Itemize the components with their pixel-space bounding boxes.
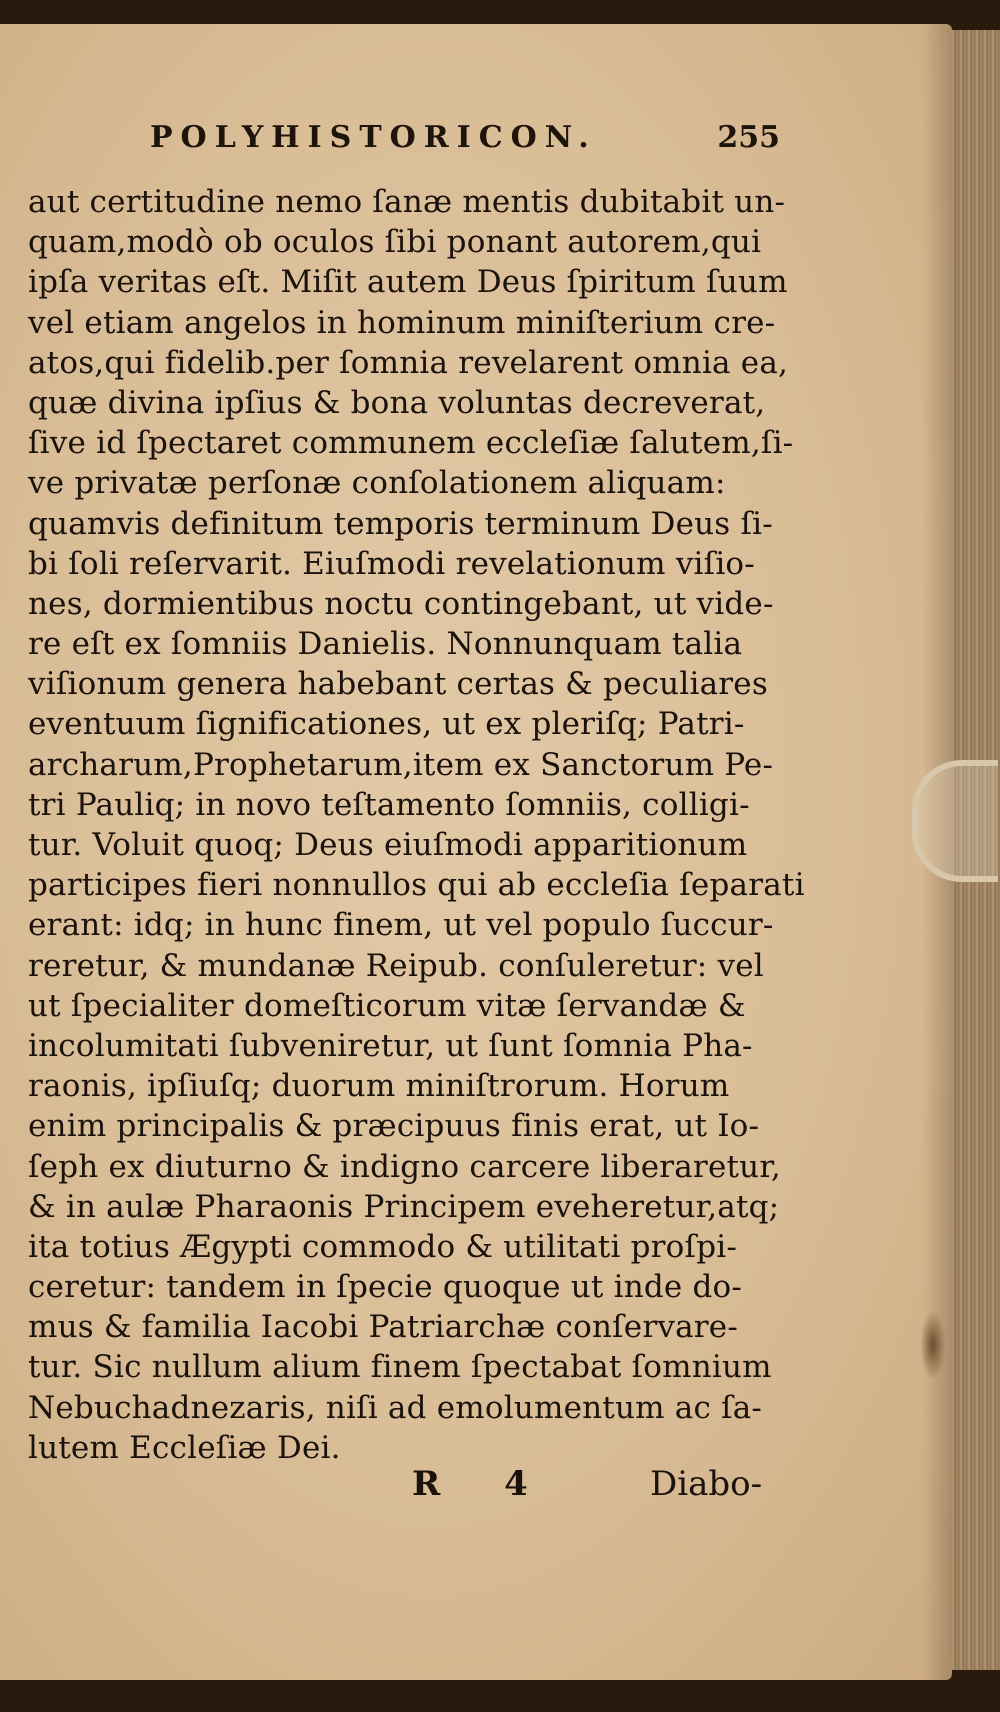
text-line: ſive id ſpectaret communem eccleſiæ ſalutem,ſi- xyxy=(28,425,794,462)
page-stain xyxy=(920,1310,946,1380)
text-line: viſionum genera habebant certas & peculiares xyxy=(28,666,768,703)
text-line: quam,modò ob oculos ſibi ponant autorem,qui xyxy=(28,224,762,261)
text-line: ceretur: tandem in ſpecie quoque ut inde do- xyxy=(28,1269,743,1306)
text-line: & in aulæ Pharaonis Principem eveheretur,atq; xyxy=(28,1188,780,1225)
catchword: Diabo- xyxy=(650,1464,763,1504)
text-line: lutem Eccleſiæ Dei. xyxy=(28,1429,341,1466)
running-title: POLYHISTORICON. xyxy=(150,120,597,155)
text-line: ita totius Ægypti commodo & utilitati proſpi- xyxy=(28,1228,738,1265)
text-line: quæ divina ipſius & bona voluntas decreverat, xyxy=(28,384,766,421)
page-number: 255 xyxy=(717,120,780,155)
body-text xyxy=(28,182,805,1468)
book-page xyxy=(0,24,952,1680)
page-header xyxy=(150,120,780,164)
clasp-icon xyxy=(912,760,998,882)
text-line: quamvis definitum temporis terminum Deus ſi- xyxy=(28,505,773,542)
text-line: nes, dormientibus noctu contingebant, ut vide- xyxy=(28,585,774,622)
text-line: raonis, ipſiuſq; duorum miniſtrorum. Horum xyxy=(28,1068,730,1105)
text-line: aut certitudine nemo ſanæ mentis dubitabit un- xyxy=(28,184,786,220)
text-line: participes fieri nonnullos qui ab eccleſia ſeparati xyxy=(28,867,805,904)
text-line: enim principalis & præcipuus finis erat, ut Io- xyxy=(28,1108,760,1145)
signature-mark: R 4 xyxy=(412,1464,554,1504)
text-line: atos,qui fidelib.per ſomnia revelarent omnia ea, xyxy=(28,344,789,381)
page-footer xyxy=(0,1464,780,1510)
text-line: vel etiam angelos in hominum miniſterium cre- xyxy=(28,304,776,341)
text-line: archarum,Prophetarum,item ex Sanctorum Pe- xyxy=(28,746,774,783)
text-line: tur. Voluit quoq; Deus eiuſmodi apparitionum xyxy=(28,827,748,863)
text-line: ut ſpecialiter domeſticorum vitæ ſervandæ & xyxy=(28,987,746,1024)
text-line: Nebuchadnezaris, niſi ad emolumentum ac ſa- xyxy=(28,1389,763,1426)
text-line: ſeph ex diuturno & indigno carcere liberaretur, xyxy=(28,1148,781,1185)
text-line: tur. Sic nullum alium finem ſpectabat ſomnium xyxy=(28,1349,772,1386)
text-line: ipſa veritas eſt. Miſit autem Deus ſpiritum ſuum xyxy=(28,264,788,301)
text-line: eventuum ſignificationes, ut ex pleriſq; Patri- xyxy=(28,706,745,743)
text-line: erant: idq; in hunc finem, ut vel populo ſuccur- xyxy=(28,907,774,944)
text-line: reretur, & mundanæ Reipub. conſuleretur: vel xyxy=(28,947,764,984)
text-line: re eſt ex ſomniis Danielis. Nonnunquam talia xyxy=(28,626,743,663)
text-line: incolumitati ſubveniretur, ut ſunt ſomnia Pha- xyxy=(28,1027,753,1064)
text-line: bi ſoli reſervarit. Eiuſmodi revelationum viſio- xyxy=(28,545,755,582)
text-line: tri Pauliq; in novo teſtamento ſomniis, colligi- xyxy=(28,786,750,823)
text-line: mus & familia Iacobi Patriarchæ conſervare- xyxy=(28,1309,738,1346)
text-line: ve privatæ perſonæ conſolationem aliquam: xyxy=(28,465,726,502)
